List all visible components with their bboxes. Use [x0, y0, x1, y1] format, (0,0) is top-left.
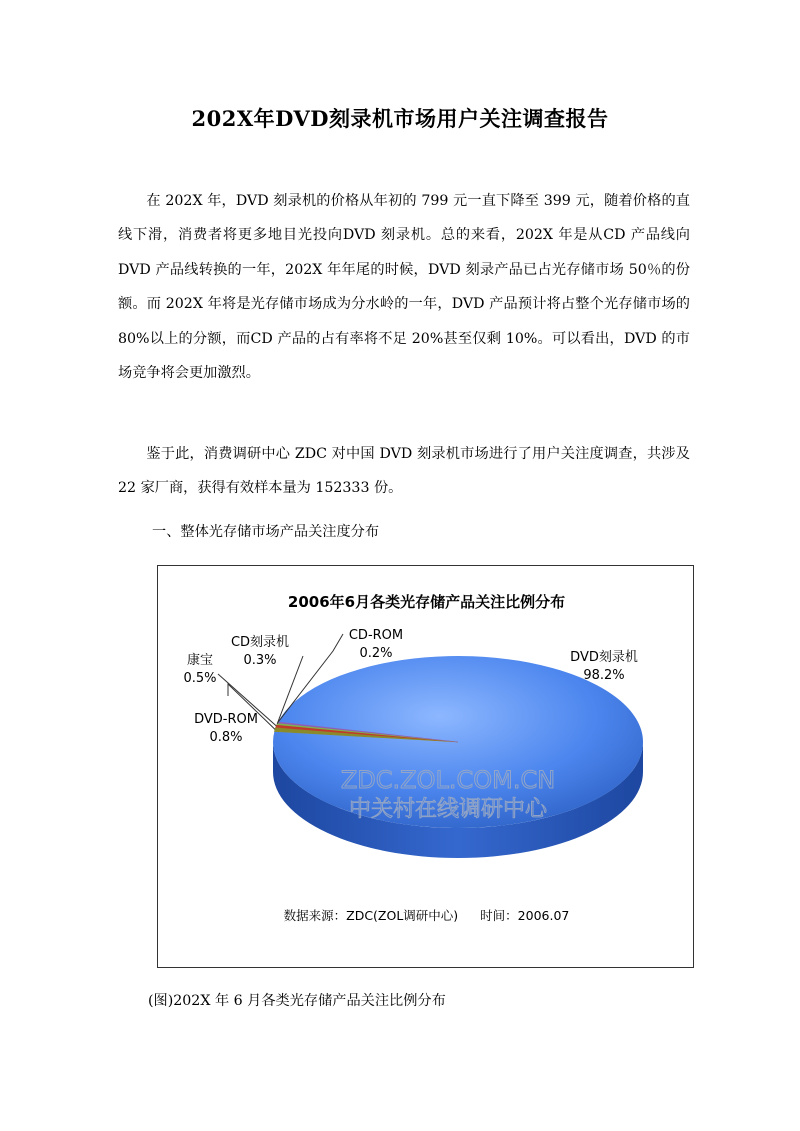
- watermark-line-1: ZDC.ZOL.COM.CN: [340, 766, 556, 794]
- chart-source-label: 数据来源：ZDC(ZOL调研中心): [283, 908, 459, 923]
- label-dvd-rom-value: 0.8%: [209, 730, 243, 745]
- label-dvd-rom-name: DVD-ROM: [194, 712, 258, 727]
- label-cd-burner-name: CD刻录机: [230, 635, 290, 650]
- label-cd-burner: [220, 634, 300, 670]
- paragraph-intro: 在 202X 年，DVD 刻录机的价格从年初的 799 元一直下降至 399 元，随着价格的直线下滑，消费者将更多地目光投向DVD 刻录机。总的来看，202X 年是从CD 产品线向DVD 产品线转换的一年，202X 年年尾的时候，DVD 刻录产品已占光存储市场 50％的份额。而 202X 年将是光存储市场成为分水岭的一年，DVD 产品预计将占整个光存储市场的 80%以上的分额，而CD 产品的占有率将不足 20%甚至仅剩 10%。可以看出，DVD 的市场竞争将会更加激烈。: [118, 193, 690, 382]
- label-combo-value: 0.5%: [183, 671, 217, 686]
- chart-title: 2006年6月各类光存储产品关注比例分布: [287, 593, 566, 611]
- pie-chart-figure: [157, 565, 694, 968]
- document-title: 202X年DVD刻录机市场用户关注调查报告: [191, 106, 609, 131]
- figure-caption: (图)202X 年 6 月各类光存储产品关注比例分布: [148, 993, 446, 1009]
- label-combo: [174, 652, 226, 688]
- label-dvd-burner: [544, 649, 664, 685]
- section-heading: 一、整体光存储市场产品关注度分布: [152, 524, 380, 540]
- label-dvd-burner-value: 98.2%: [583, 668, 625, 683]
- label-cd-rom-value: 0.2%: [359, 646, 393, 661]
- label-combo-name: 康宝: [186, 653, 213, 668]
- label-cd-burner-value: 0.3%: [243, 653, 277, 668]
- watermark-line-2: 中关村在线调研中心: [348, 797, 548, 822]
- paragraph-survey: 鉴于此，消费调研中心 ZDC 对中国 DVD 刻录机市场进行了用户关注度调查，共涉及 22 家厂商，获得有效样本量为 152333 份。: [118, 446, 690, 497]
- chart-source: [158, 906, 695, 924]
- label-dvd-burner-name: DVD刻录机: [570, 650, 638, 665]
- chart-source-time: 时间：2006.07: [480, 908, 570, 923]
- label-dvd-rom: [186, 711, 266, 747]
- label-cd-rom-name: CD-ROM: [348, 628, 404, 643]
- label-cd-rom: [336, 627, 416, 663]
